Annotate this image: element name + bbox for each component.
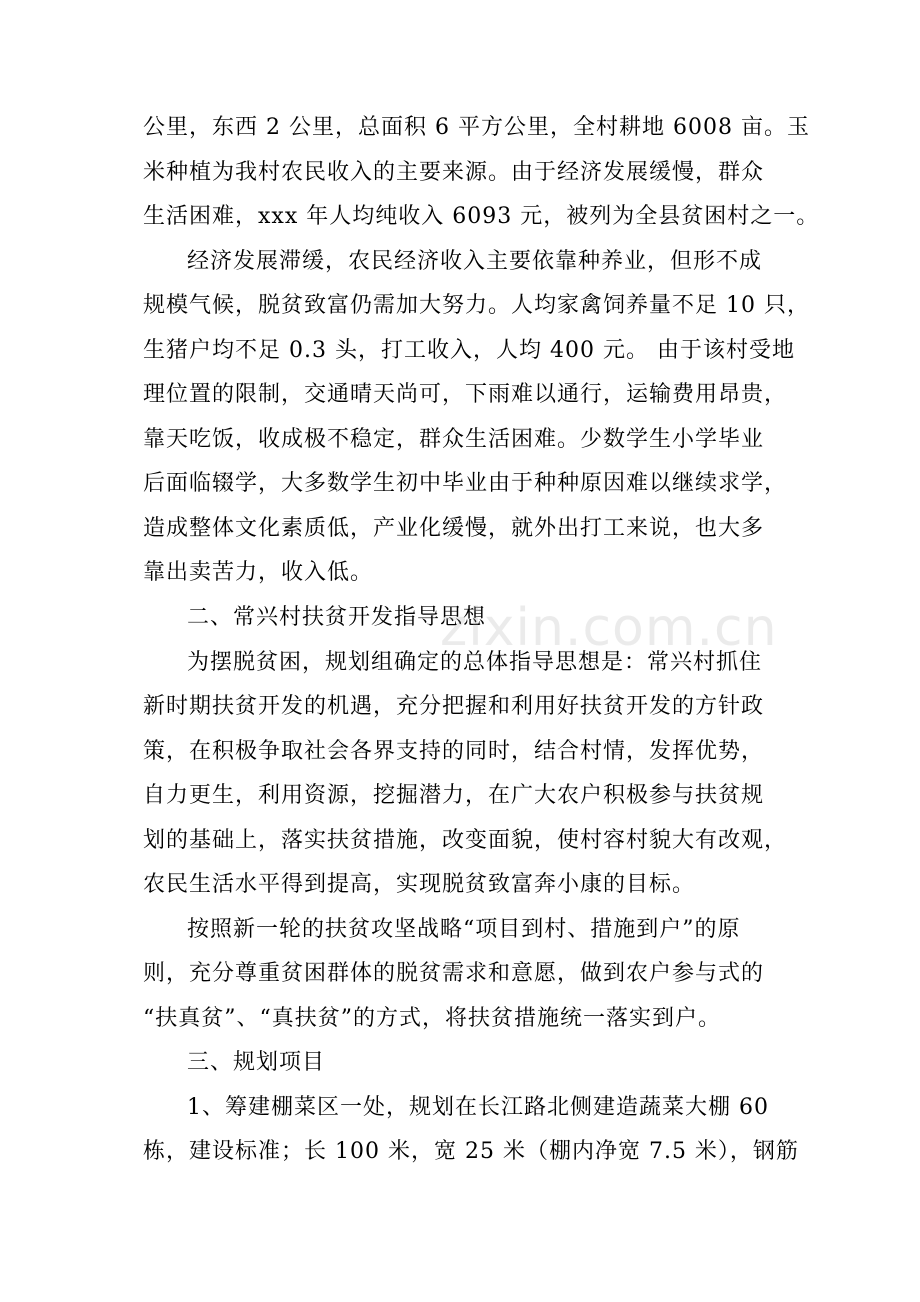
text-line: 公里，东西 2 公里，总面积 6 平方公里，全村耕地 6008 亩。玉	[143, 115, 810, 140]
text-line: 策，在积极争取社会各界支持的同时，结合村情，发挥优势，	[143, 739, 765, 764]
text-line: 生猪户均不足 0.3 头，打工收入，人均 400 元。 由于该村受地	[143, 338, 795, 363]
text-line: 农民生活水平得到提高，实现脱贫致富奔小康的目标。	[143, 872, 696, 897]
text-line: 米种植为我村农民收入的主要来源。由于经济发展缓慢，群众	[143, 160, 765, 185]
section-heading: 二、常兴村扶贫开发指导思想	[187, 605, 487, 630]
text-line: “扶真贫”、“真扶贫”的方式，将扶贫措施统一落实到户。	[143, 1006, 721, 1031]
paragraph-start-line: 经济发展滞缓，农民经济收入主要依靠种养业，但形不成	[187, 249, 763, 274]
text-line: 自力更生，利用资源，挖掘潜力，在广大农户积极参与扶贫规	[143, 783, 765, 808]
paragraph-start-line: 为摆脱贫困，规划组确定的总体指导思想是：常兴村抓住	[187, 650, 763, 675]
text-line: 后面临辍学，大多数学生初中毕业由于种种原因难以继续求学，	[143, 471, 788, 496]
text-line: 规模气候，脱贫致富仍需加大努力。人均家禽饲养量不足 10 只，	[143, 293, 810, 318]
text-line: 生活困难，xxx 年人均纯收入 6093 元，被列为全县贫困村之一。	[143, 204, 820, 229]
text-line: 划的基础上，落实扶贫措施，改变面貌，使村容村貌大有改观，	[143, 828, 788, 853]
text-line: 造成整体文化素质低，产业化缓慢，就外出打工来说，也大多	[143, 516, 765, 541]
text-line: 理位置的限制，交通晴天尚可，下雨难以通行，运输费用昂贵，	[143, 382, 788, 407]
text-line: 靠天吃饭，收成极不稳定，群众生活困难。少数学生小学毕业	[143, 427, 765, 452]
paragraph-start-line: 1、筹建棚菜区一处，规划在长江路北侧建造蔬菜大棚 60	[187, 1095, 769, 1120]
text-line: 则，充分尊重贫困群体的脱贫需求和意愿，做到农户参与式的	[143, 961, 765, 986]
text-line: 靠出卖苦力，收入低。	[143, 560, 374, 585]
paragraph-start-line: 按照新一轮的扶贫攻坚战略“项目到村、措施到户”的原	[187, 917, 741, 942]
section-heading: 三、规划项目	[187, 1050, 326, 1075]
watermark: zixin.com.cn	[440, 598, 778, 658]
text-line: 栋，建设标准；长 100 米，宽 25 米（棚内净宽 7.5 米），钢筋	[143, 1139, 799, 1164]
text-line: 新时期扶贫开发的机遇，充分把握和利用好扶贫开发的方针政	[143, 694, 765, 719]
